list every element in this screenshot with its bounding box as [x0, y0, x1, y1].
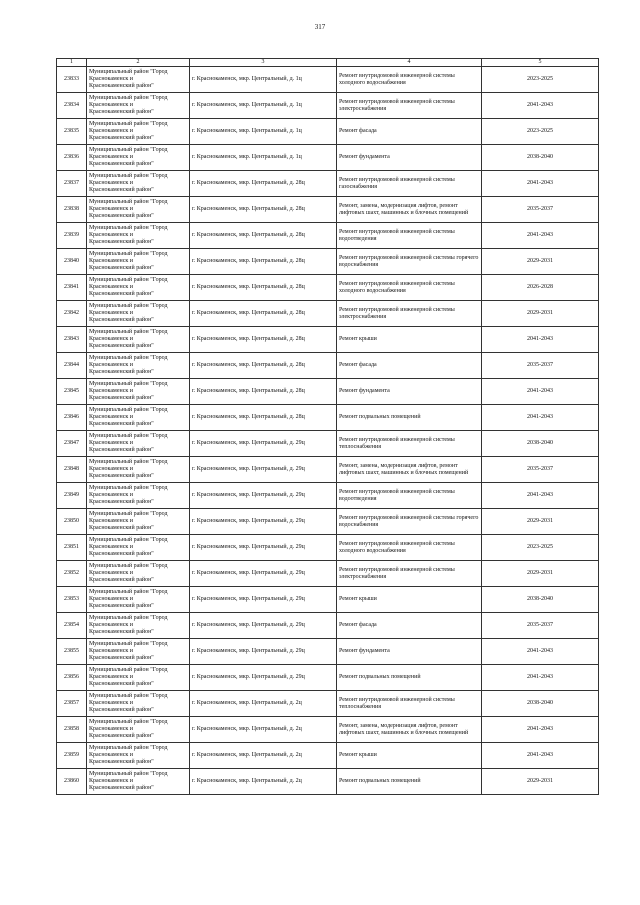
- municipality-cell: [87, 743, 190, 769]
- municipality-cell: [87, 483, 190, 509]
- municipality-cell: [87, 145, 190, 171]
- address-cell: г. Краснокаменск, мкр. Центральный, д. 28ц: [190, 197, 337, 223]
- row-number-cell: 23839: [57, 223, 87, 249]
- municipality-line: Краснокаменск и: [89, 674, 133, 681]
- work-type-cell: Ремонт внутридомовой инженерной системы электроснабжения: [337, 561, 482, 587]
- municipality-line: Муниципальный район "Город: [89, 484, 168, 491]
- work-type-cell: Ремонт фундамента: [337, 639, 482, 665]
- municipality-line: Краснокаменский район": [89, 135, 154, 142]
- municipality-line: Муниципальный район "Город: [89, 172, 168, 179]
- municipality-line: Муниципальный район "Город: [89, 718, 168, 725]
- row-number-cell: 23853: [57, 587, 87, 613]
- municipality-cell: [87, 561, 190, 587]
- municipality-cell: [87, 535, 190, 561]
- municipality-line: Краснокаменск и: [89, 102, 133, 109]
- table-row: [57, 223, 599, 249]
- municipality-line: Муниципальный район "Город: [89, 562, 168, 569]
- table-row: [57, 431, 599, 457]
- page-number: 317: [314, 23, 326, 31]
- address-cell: г. Краснокаменск, мкр. Центральный, д. 1ц: [190, 145, 337, 171]
- municipality-line: Муниципальный район "Город: [89, 770, 168, 777]
- municipality-cell: [87, 613, 190, 639]
- municipality-line: Краснокаменский район": [89, 317, 154, 324]
- row-number-cell: 23842: [57, 301, 87, 327]
- municipality-cell: [87, 275, 190, 301]
- municipality-line: Краснокаменск и: [89, 726, 133, 733]
- period-cell: 2023-2025: [482, 119, 599, 145]
- period-cell: 2035-2037: [482, 457, 599, 483]
- period-cell: 2041-2043: [482, 665, 599, 691]
- address-cell: г. Краснокаменск, мкр. Центральный, д. 28ц: [190, 353, 337, 379]
- period-cell: 2029-2031: [482, 509, 599, 535]
- row-number-cell: 23852: [57, 561, 87, 587]
- municipality-line: Краснокаменский район": [89, 239, 154, 246]
- address-cell: г. Краснокаменск, мкр. Центральный, д. 29ц: [190, 509, 337, 535]
- municipality-line: Муниципальный район "Город: [89, 588, 168, 595]
- table-row: [57, 405, 599, 431]
- municipality-cell: [87, 223, 190, 249]
- work-type-cell: Ремонт, замена, модернизация лифтов, ремонт лифтовых шахт, машинных и блочных помещений: [337, 457, 482, 483]
- municipality-line: Краснокаменск и: [89, 622, 133, 629]
- row-number-cell: 23834: [57, 93, 87, 119]
- table-row: [57, 457, 599, 483]
- column-header-4: 4: [337, 59, 482, 67]
- municipality-line: Краснокаменск и: [89, 778, 133, 785]
- municipality-line: Краснокаменск и: [89, 336, 133, 343]
- municipality-line: Краснокаменский район": [89, 395, 154, 402]
- work-type-cell: Ремонт внутридомовой инженерной системы водоотведения: [337, 223, 482, 249]
- municipality-line: Краснокаменский район": [89, 681, 154, 688]
- work-type-cell: Ремонт подвальных помещений: [337, 769, 482, 795]
- work-type-cell: Ремонт, замена, модернизация лифтов, ремонт лифтовых шахт, машинных и блочных помещений: [337, 717, 482, 743]
- period-cell: 2041-2043: [482, 379, 599, 405]
- work-type-cell: Ремонт внутридомовой инженерной системы холодного водоснабжения: [337, 67, 482, 93]
- municipality-line: Муниципальный район "Город: [89, 536, 168, 543]
- municipality-cell: [87, 67, 190, 93]
- row-number-cell: 23845: [57, 379, 87, 405]
- work-type-cell: Ремонт внутридомовой инженерной системы электроснабжения: [337, 93, 482, 119]
- work-type-cell: Ремонт внутридомовой инженерной системы горячего водоснабжения: [337, 249, 482, 275]
- work-type-cell: Ремонт крыши: [337, 743, 482, 769]
- row-number-cell: 23837: [57, 171, 87, 197]
- municipality-line: Краснокаменск и: [89, 570, 133, 577]
- period-cell: 2041-2043: [482, 639, 599, 665]
- table-row: [57, 327, 599, 353]
- municipality-line: Краснокаменск и: [89, 180, 133, 187]
- municipality-line: Краснокаменский район": [89, 603, 154, 610]
- address-cell: г. Краснокаменск, мкр. Центральный, д. 2ц: [190, 717, 337, 743]
- municipality-line: Краснокаменск и: [89, 440, 133, 447]
- address-cell: г. Краснокаменск, мкр. Центральный, д. 28ц: [190, 275, 337, 301]
- address-cell: г. Краснокаменск, мкр. Центральный, д. 2ц: [190, 743, 337, 769]
- row-number-cell: 23858: [57, 717, 87, 743]
- column-header-2: 2: [87, 59, 190, 67]
- address-cell: г. Краснокаменск, мкр. Центральный, д. 28ц: [190, 327, 337, 353]
- municipality-line: Краснокаменский район": [89, 187, 154, 194]
- municipality-line: Краснокаменский район": [89, 655, 154, 662]
- table-row: [57, 717, 599, 743]
- municipality-line: Краснокаменск и: [89, 284, 133, 291]
- table-row: [57, 665, 599, 691]
- municipality-cell: [87, 587, 190, 613]
- row-number-cell: 23846: [57, 405, 87, 431]
- address-cell: г. Краснокаменск, мкр. Центральный, д. 2ц: [190, 769, 337, 795]
- municipality-cell: [87, 405, 190, 431]
- row-number-cell: 23841: [57, 275, 87, 301]
- table-body: [57, 67, 599, 795]
- address-cell: г. Краснокаменск, мкр. Центральный, д. 29ц: [190, 561, 337, 587]
- work-type-cell: Ремонт внутридомовой инженерной системы горячего водоснабжения: [337, 509, 482, 535]
- municipality-line: Краснокаменский район": [89, 83, 154, 90]
- municipality-line: Муниципальный район "Город: [89, 146, 168, 153]
- address-cell: г. Краснокаменск, мкр. Центральный, д. 1ц: [190, 67, 337, 93]
- table-row: [57, 67, 599, 93]
- work-type-cell: Ремонт фундамента: [337, 145, 482, 171]
- municipality-line: Муниципальный район "Город: [89, 276, 168, 283]
- municipality-line: Краснокаменский район": [89, 577, 154, 584]
- column-header-5: 5: [482, 59, 599, 67]
- municipality-line: Муниципальный район "Город: [89, 510, 168, 517]
- row-number-cell: 23848: [57, 457, 87, 483]
- row-number-cell: 23840: [57, 249, 87, 275]
- municipality-cell: [87, 249, 190, 275]
- municipality-cell: [87, 197, 190, 223]
- municipality-line: Муниципальный район "Город: [89, 614, 168, 621]
- municipality-line: Краснокаменск и: [89, 752, 133, 759]
- municipality-line: Муниципальный район "Город: [89, 744, 168, 751]
- municipality-line: Краснокаменск и: [89, 700, 133, 707]
- municipality-line: Краснокаменск и: [89, 258, 133, 265]
- column-header-1: 1: [57, 59, 87, 67]
- table-row: [57, 535, 599, 561]
- table-row: [57, 353, 599, 379]
- work-type-cell: Ремонт фасада: [337, 119, 482, 145]
- period-cell: 2041-2043: [482, 223, 599, 249]
- municipality-cell: [87, 301, 190, 327]
- period-cell: 2041-2043: [482, 483, 599, 509]
- work-type-cell: Ремонт внутридомовой инженерной системы теплоснабжения: [337, 431, 482, 457]
- municipality-line: Краснокаменск и: [89, 414, 133, 421]
- municipality-line: Краснокаменский район": [89, 265, 154, 272]
- municipality-line: Краснокаменск и: [89, 466, 133, 473]
- municipality-cell: [87, 717, 190, 743]
- work-type-cell: Ремонт внутридомовой инженерной системы холодного водоснабжения: [337, 275, 482, 301]
- municipality-cell: [87, 379, 190, 405]
- address-cell: г. Краснокаменск, мкр. Центральный, д. 29ц: [190, 457, 337, 483]
- row-number-cell: 23847: [57, 431, 87, 457]
- municipality-line: Краснокаменск и: [89, 648, 133, 655]
- municipality-cell: [87, 353, 190, 379]
- row-number-cell: 23856: [57, 665, 87, 691]
- address-cell: г. Краснокаменск, мкр. Центральный, д. 1ц: [190, 119, 337, 145]
- work-type-cell: Ремонт внутридомовой инженерной системы электроснабжения: [337, 301, 482, 327]
- municipality-line: Краснокаменский район": [89, 369, 154, 376]
- municipality-cell: [87, 119, 190, 145]
- repair-schedule-table: [56, 58, 599, 795]
- municipality-cell: [87, 171, 190, 197]
- table-row: [57, 769, 599, 795]
- municipality-cell: [87, 431, 190, 457]
- address-cell: г. Краснокаменск, мкр. Центральный, д. 28ц: [190, 223, 337, 249]
- municipality-line: Краснокаменский район": [89, 759, 154, 766]
- address-cell: г. Краснокаменск, мкр. Центральный, д. 1ц: [190, 93, 337, 119]
- table-header-row: [57, 59, 599, 67]
- address-cell: г. Краснокаменск, мкр. Центральный, д. 29ц: [190, 587, 337, 613]
- work-type-cell: Ремонт крыши: [337, 587, 482, 613]
- table-row: [57, 145, 599, 171]
- address-cell: г. Краснокаменск, мкр. Центральный, д. 28ц: [190, 171, 337, 197]
- period-cell: 2026-2028: [482, 275, 599, 301]
- period-cell: 2023-2025: [482, 67, 599, 93]
- municipality-line: Краснокаменский район": [89, 213, 154, 220]
- work-type-cell: Ремонт подвальных помещений: [337, 405, 482, 431]
- address-cell: г. Краснокаменск, мкр. Центральный, д. 28ц: [190, 249, 337, 275]
- row-number-cell: 23854: [57, 613, 87, 639]
- municipality-line: Краснокаменский район": [89, 343, 154, 350]
- municipality-line: Муниципальный район "Город: [89, 68, 168, 75]
- address-cell: г. Краснокаменск, мкр. Центральный, д. 28ц: [190, 379, 337, 405]
- work-type-cell: Ремонт фундамента: [337, 379, 482, 405]
- municipality-cell: [87, 691, 190, 717]
- period-cell: 2035-2037: [482, 353, 599, 379]
- period-cell: 2029-2031: [482, 769, 599, 795]
- address-cell: г. Краснокаменск, мкр. Центральный, д. 29ц: [190, 483, 337, 509]
- municipality-line: Краснокаменск и: [89, 518, 133, 525]
- municipality-line: Муниципальный район "Город: [89, 250, 168, 257]
- municipality-line: Муниципальный район "Город: [89, 458, 168, 465]
- work-type-cell: Ремонт крыши: [337, 327, 482, 353]
- municipality-line: Муниципальный район "Город: [89, 198, 168, 205]
- period-cell: 2029-2031: [482, 249, 599, 275]
- municipality-line: Муниципальный район "Город: [89, 692, 168, 699]
- work-type-cell: Ремонт внутридомовой инженерной системы теплоснабжения: [337, 691, 482, 717]
- table-row: [57, 197, 599, 223]
- row-number-cell: 23860: [57, 769, 87, 795]
- address-cell: г. Краснокаменск, мкр. Центральный, д. 29ц: [190, 613, 337, 639]
- municipality-line: Муниципальный район "Город: [89, 94, 168, 101]
- municipality-line: Муниципальный район "Город: [89, 406, 168, 413]
- period-cell: 2023-2025: [482, 535, 599, 561]
- table-row: [57, 379, 599, 405]
- municipality-line: Краснокаменск и: [89, 310, 133, 317]
- municipality-line: Краснокаменский район": [89, 785, 154, 792]
- row-number-cell: 23859: [57, 743, 87, 769]
- table-row: [57, 119, 599, 145]
- table-row: [57, 509, 599, 535]
- municipality-line: Краснокаменский район": [89, 629, 154, 636]
- address-cell: г. Краснокаменск, мкр. Центральный, д. 29ц: [190, 639, 337, 665]
- row-number-cell: 23843: [57, 327, 87, 353]
- period-cell: 2038-2040: [482, 145, 599, 171]
- municipality-line: Краснокаменск и: [89, 544, 133, 551]
- address-cell: г. Краснокаменск, мкр. Центральный, д. 2ц: [190, 691, 337, 717]
- table-row: [57, 275, 599, 301]
- municipality-line: Муниципальный район "Город: [89, 640, 168, 647]
- period-cell: 2041-2043: [482, 405, 599, 431]
- municipality-line: Краснокаменский район": [89, 109, 154, 116]
- period-cell: 2041-2043: [482, 327, 599, 353]
- table-row: [57, 613, 599, 639]
- work-type-cell: Ремонт внутридомовой инженерной системы водоотведения: [337, 483, 482, 509]
- municipality-cell: [87, 665, 190, 691]
- work-type-cell: Ремонт внутридомовой инженерной системы газоснабжения: [337, 171, 482, 197]
- row-number-cell: 23844: [57, 353, 87, 379]
- row-number-cell: 23833: [57, 67, 87, 93]
- municipality-line: Краснокаменск и: [89, 362, 133, 369]
- row-number-cell: 23857: [57, 691, 87, 717]
- address-cell: г. Краснокаменск, мкр. Центральный, д. 28ц: [190, 301, 337, 327]
- work-type-cell: Ремонт фасада: [337, 613, 482, 639]
- table-row: [57, 171, 599, 197]
- municipality-line: Муниципальный район "Город: [89, 354, 168, 361]
- work-type-cell: Ремонт фасада: [337, 353, 482, 379]
- table-row: [57, 691, 599, 717]
- row-number-cell: 23850: [57, 509, 87, 535]
- work-type-cell: Ремонт внутридомовой инженерной системы холодного водоснабжения: [337, 535, 482, 561]
- row-number-cell: 23851: [57, 535, 87, 561]
- municipality-line: Краснокаменск и: [89, 206, 133, 213]
- municipality-line: Краснокаменский район": [89, 733, 154, 740]
- municipality-cell: [87, 457, 190, 483]
- period-cell: 2038-2040: [482, 431, 599, 457]
- row-number-cell: 23855: [57, 639, 87, 665]
- period-cell: 2038-2040: [482, 691, 599, 717]
- municipality-line: Муниципальный район "Город: [89, 328, 168, 335]
- municipality-line: Краснокаменск и: [89, 492, 133, 499]
- table-row: [57, 93, 599, 119]
- municipality-line: Краснокаменск и: [89, 388, 133, 395]
- period-cell: 2035-2037: [482, 613, 599, 639]
- period-cell: 2041-2043: [482, 93, 599, 119]
- row-number-cell: 23836: [57, 145, 87, 171]
- municipality-line: Краснокаменский район": [89, 525, 154, 532]
- period-cell: 2029-2031: [482, 301, 599, 327]
- table-row: [57, 639, 599, 665]
- table-row: [57, 301, 599, 327]
- work-type-cell: Ремонт, замена, модернизация лифтов, ремонт лифтовых шахт, машинных и блочных помещений: [337, 197, 482, 223]
- municipality-line: Муниципальный район "Город: [89, 224, 168, 231]
- address-cell: г. Краснокаменск, мкр. Центральный, д. 28ц: [190, 405, 337, 431]
- municipality-line: Краснокаменск и: [89, 596, 133, 603]
- column-header-3: 3: [190, 59, 337, 67]
- address-cell: г. Краснокаменск, мкр. Центральный, д. 29ц: [190, 665, 337, 691]
- municipality-cell: [87, 327, 190, 353]
- address-cell: г. Краснокаменск, мкр. Центральный, д. 29ц: [190, 535, 337, 561]
- municipality-line: Муниципальный район "Город: [89, 120, 168, 127]
- period-cell: 2029-2031: [482, 561, 599, 587]
- municipality-line: Краснокаменск и: [89, 76, 133, 83]
- municipality-line: Краснокаменский район": [89, 473, 154, 480]
- table-row: [57, 483, 599, 509]
- municipality-line: Краснокаменский район": [89, 499, 154, 506]
- address-cell: г. Краснокаменск, мкр. Центральный, д. 29ц: [190, 431, 337, 457]
- municipality-cell: [87, 93, 190, 119]
- municipality-line: Краснокаменск и: [89, 154, 133, 161]
- municipality-line: Муниципальный район "Город: [89, 666, 168, 673]
- municipality-line: Муниципальный район "Город: [89, 302, 168, 309]
- work-type-cell: Ремонт подвальных помещений: [337, 665, 482, 691]
- municipality-line: Краснокаменск и: [89, 232, 133, 239]
- municipality-line: Краснокаменский район": [89, 707, 154, 714]
- table-row: [57, 587, 599, 613]
- table-row: [57, 743, 599, 769]
- row-number-cell: 23838: [57, 197, 87, 223]
- municipality-cell: [87, 769, 190, 795]
- row-number-cell: 23849: [57, 483, 87, 509]
- municipality-line: Краснокаменский район": [89, 421, 154, 428]
- period-cell: 2041-2043: [482, 743, 599, 769]
- municipality-line: Краснокаменский район": [89, 447, 154, 454]
- period-cell: 2041-2043: [482, 717, 599, 743]
- table-row: [57, 561, 599, 587]
- period-cell: 2041-2043: [482, 171, 599, 197]
- table-row: [57, 249, 599, 275]
- municipality-line: Краснокаменский район": [89, 551, 154, 558]
- period-cell: 2035-2037: [482, 197, 599, 223]
- municipality-cell: [87, 509, 190, 535]
- municipality-cell: [87, 639, 190, 665]
- municipality-line: Краснокаменск и: [89, 128, 133, 135]
- municipality-line: Муниципальный район "Город: [89, 432, 168, 439]
- row-number-cell: 23835: [57, 119, 87, 145]
- municipality-line: Муниципальный район "Город: [89, 380, 168, 387]
- period-cell: 2038-2040: [482, 587, 599, 613]
- municipality-line: Краснокаменский район": [89, 161, 154, 168]
- municipality-line: Краснокаменский район": [89, 291, 154, 298]
